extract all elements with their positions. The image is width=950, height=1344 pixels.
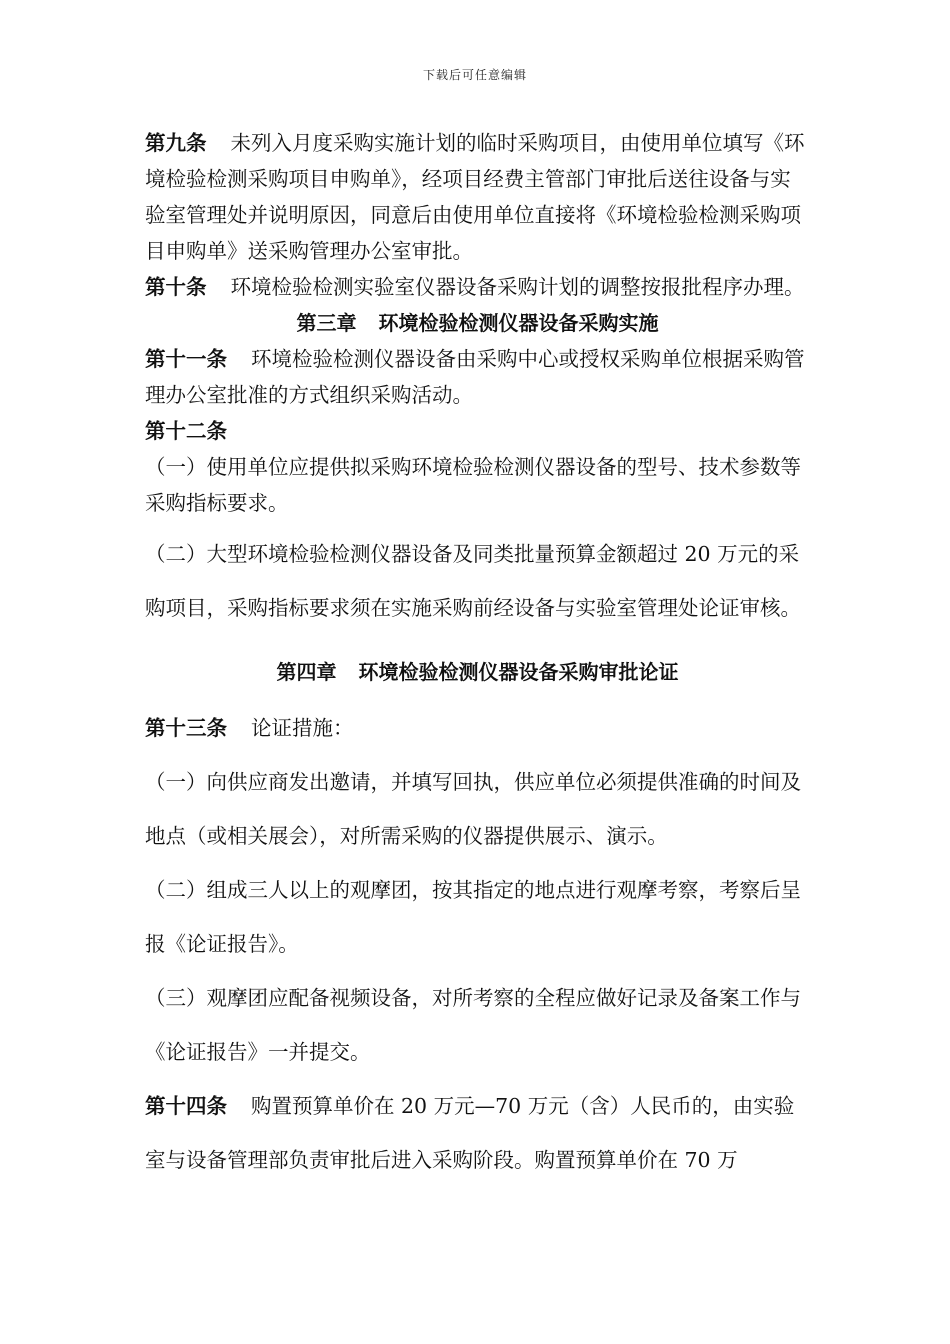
article-9 <box>145 125 810 269</box>
article-12-item-1: （一）使用单位应提供拟采购环境检验检测仪器设备的型号、技术参数等采购指标要求。 <box>145 455 801 515</box>
article-13-item-3: （三）观摩团应配备视频设备，对所考察的全程应做好记录及备案工作与《论证报告》一并提交。 <box>145 986 801 1064</box>
article-12-item-2: （二）大型环境检验检测仪器设备及同类批量预算金额超过 20 万元的采购项目，采购指标要求须在实施采购前经设备与实验室管理处论证审核。 <box>145 542 801 620</box>
article-14-label: 第十四条 <box>145 1094 227 1118</box>
article-10-label: 第十条 <box>145 275 207 299</box>
article-11-text: 环境检验检测仪器设备由采购中心或授权采购单位根据采购管理办公室批准的方式组织采购活动。 <box>145 347 805 407</box>
article-11 <box>145 341 810 413</box>
article-13-text: 论证措施： <box>251 716 354 740</box>
article-9-text: 未列入月度采购实施计划的临时采购项目，由使用单位填写《环境检验检测采购项目申购单》，经项目经费主管部门审批后送往设备与实验室管理处并说明原因，同意后由使用单位直接将《环境检验检测采购项目申购单》送采购管理办公室审批。 <box>145 131 805 263</box>
article-14-text: 购置预算单价在 20 万元—70 万元（含）人民币的，由实验室与设备管理部负责审批后进入采购阶段。购置预算单价在 70 万 <box>145 1094 795 1172</box>
chapter-4-number: 第四章 <box>276 660 337 684</box>
article-10 <box>145 269 810 305</box>
chapter-4-title: 环境检验检测仪器设备采购审批论证 <box>358 660 679 684</box>
article-9-label: 第九条 <box>145 131 207 155</box>
article-12 <box>145 413 810 449</box>
article-13-item-1: （一）向供应商发出邀请，并填写回执，供应单位必须提供准确的时间及地点（或相关展会），对所需采购的仪器提供展示、演示。 <box>145 770 801 848</box>
page-header: 下载后可任意编辑 <box>422 68 527 82</box>
article-12-label: 第十二条 <box>145 419 227 443</box>
article-11-label: 第十一条 <box>145 347 227 371</box>
chapter-4-heading <box>145 643 810 701</box>
article-13 <box>145 701 810 755</box>
article-13-label: 第十三条 <box>145 716 227 740</box>
chapter-3-number: 第三章 <box>296 311 357 335</box>
article-14 <box>145 1079 810 1187</box>
article-13-item-2: （二）组成三人以上的观摩团，按其指定的地点进行观摩考察，考察后呈报《论证报告》。 <box>145 878 801 956</box>
article-10-text: 环境检验检测实验室仪器设备采购计划的调整按报批程序办理。 <box>230 275 805 299</box>
chapter-3-heading <box>145 305 810 341</box>
chapter-3-title: 环境检验检测仪器设备采购实施 <box>378 311 659 335</box>
document-body <box>145 125 810 1187</box>
